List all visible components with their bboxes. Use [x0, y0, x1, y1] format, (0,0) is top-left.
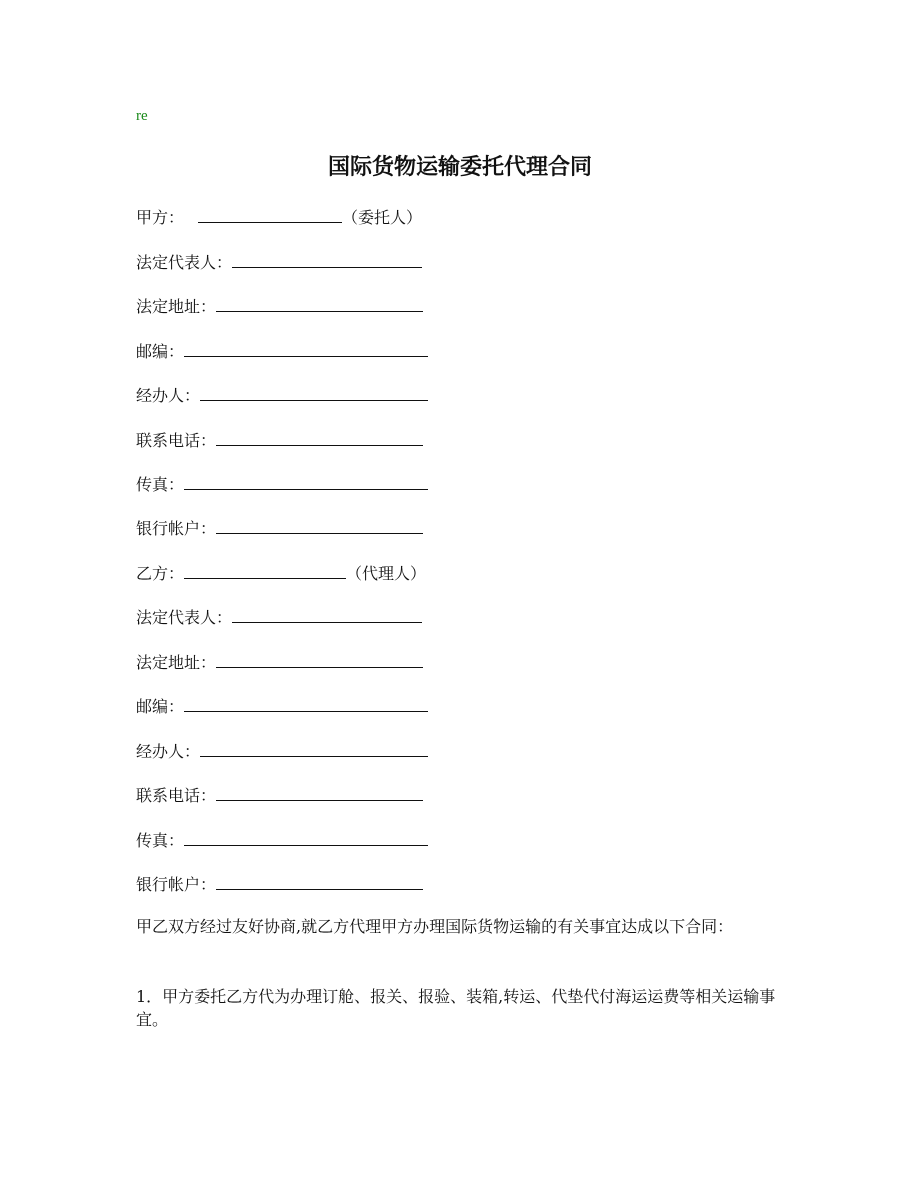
party-a-legal-rep: [136, 249, 422, 273]
field-blank: [216, 427, 423, 446]
party-b-legal-address: [136, 649, 423, 673]
field-label: 联系电话：: [136, 786, 217, 805]
party-a-bank-account: [136, 515, 423, 539]
party-b-line: [136, 560, 426, 584]
header-mark: re: [136, 108, 148, 124]
contract-title: 国际货物运输委托代理合同: [327, 155, 592, 180]
intro-paragraph: 甲乙双方经过友好协商,就乙方代理甲方办理国际货物运输的有关事宜达成以下合同：: [136, 917, 734, 936]
field-label: 法定地址：: [136, 653, 217, 672]
party-b-fax: [136, 827, 428, 851]
field-label: 邮编：: [136, 342, 185, 361]
clause-1: 1．甲方委托乙方代为办理订舱、报关、报验、装箱,转运、代垫代付海运运费等相关运输事宜。: [136, 987, 776, 1029]
field-blank: [232, 604, 422, 623]
party-a-legal-address: [136, 293, 423, 317]
party-b-bank-account: [136, 871, 423, 895]
party-a-handler: [136, 382, 428, 406]
field-blank: [184, 827, 428, 846]
field-blank: [232, 249, 422, 268]
field-blank: [216, 649, 423, 668]
field-label: 传真：: [136, 831, 185, 850]
field-blank: [184, 338, 428, 357]
party-a-blank: [198, 204, 342, 223]
field-label: 传真：: [136, 475, 185, 494]
field-blank: [216, 782, 423, 801]
field-label: 联系电话：: [136, 431, 217, 450]
field-blank: [216, 871, 423, 890]
field-label: 银行帐户：: [136, 519, 217, 538]
field-label: 法定地址：: [136, 297, 217, 316]
party-a-postcode: [136, 338, 428, 362]
party-b-handler: [136, 738, 428, 762]
field-blank: [216, 293, 423, 312]
party-b-postcode: [136, 693, 428, 717]
field-blank: [216, 515, 423, 534]
field-label: 经办人：: [136, 742, 201, 761]
field-blank: [184, 471, 428, 490]
field-blank: [200, 738, 428, 757]
field-label: 法定代表人：: [136, 608, 233, 627]
party-b-phone: [136, 782, 423, 806]
field-label: 邮编：: [136, 697, 185, 716]
field-label: 银行帐户：: [136, 875, 217, 894]
field-label: 法定代表人：: [136, 253, 233, 272]
party-b-blank: [184, 560, 346, 579]
party-b-legal-rep: [136, 604, 422, 628]
field-blank: [200, 382, 428, 401]
field-label: 经办人：: [136, 386, 201, 405]
field-blank: [184, 693, 428, 712]
party-a-phone: [136, 427, 423, 451]
party-a-label: 甲方：: [136, 208, 185, 227]
party-a-fax: [136, 471, 428, 495]
party-a-role: （委托人）: [342, 208, 423, 227]
party-b-role: （代理人）: [346, 564, 427, 583]
party-a-line: [136, 204, 422, 228]
party-b-label: 乙方：: [136, 564, 185, 583]
